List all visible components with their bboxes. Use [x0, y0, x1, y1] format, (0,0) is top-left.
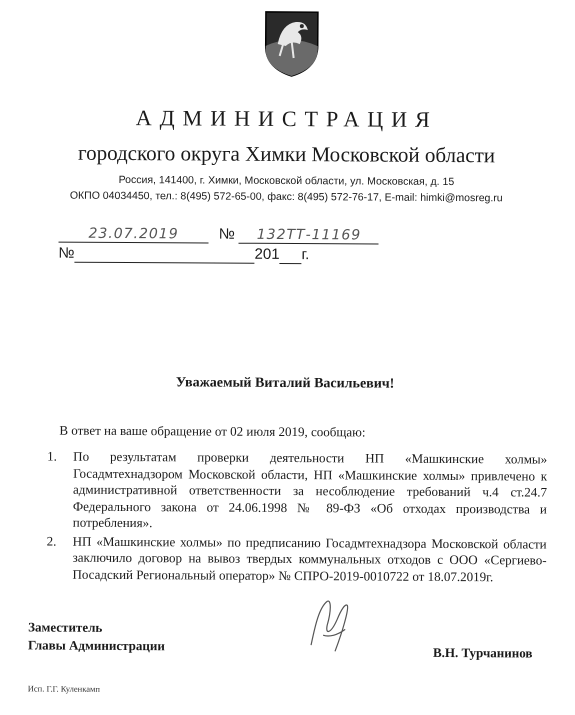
list-item-number: 2.	[46, 533, 57, 549]
executor-note: Исп. Г.Г. Куленкамп	[27, 683, 100, 694]
handwritten-signature	[301, 595, 361, 655]
registration-row	[59, 225, 380, 245]
number-sign: №	[218, 225, 235, 243]
reference-year-suffix: г.	[301, 246, 310, 264]
reference-number-sign: №	[58, 244, 75, 262]
response-list	[46, 449, 547, 588]
intro-paragraph: В ответ на ваше обращение от 02 июля 2019, сообщаю:	[59, 422, 366, 440]
reference-row	[58, 245, 309, 265]
signer-position-line2: Главы Администрации	[28, 637, 165, 654]
list-item	[46, 533, 546, 586]
reference-year: 201	[254, 245, 280, 263]
list-item	[47, 449, 547, 535]
signer-name: В.Н. Турчанинов	[432, 644, 533, 661]
signer-position	[28, 618, 165, 655]
registration-number: 132ТТ-11169	[239, 227, 379, 245]
list-item-text: По результатам проверки деятельности НП «Машкинские холмы» Госадмтехнадзором Московской области, НП «Машкинские холмы» привлечено к административной ответственности за несоблюдение требований ч.4 ст.24.7 Федерального закона от 24.06.1998 № 89-ФЗ «Об отходах производства и потребления».	[72, 448, 548, 531]
organization-title: АДМИНИСТРАЦИЯ	[135, 105, 438, 132]
list-item-number: 1.	[47, 448, 58, 464]
himki-coat-of-arms-icon	[262, 6, 322, 78]
list-item-text: НП «Машкинские холмы» по предписанию Госадмтехнадзора Московской области заключило договор на вывоз твердых коммунальных отходов с ООО «Сергиево-Посадский Региональный оператор» № СПРО-2019-0010722 от 18.07.2019г.	[72, 533, 547, 584]
organization-subtitle: городского округа Химки Московской области	[77, 140, 496, 168]
signer-position-line1: Заместитель	[28, 619, 103, 635]
contacts-line: ОКПО 04034450, тел.: 8(495) 572-65-00, факс: 8(495) 572-76-17, E-mail: himki@mosreg.ru	[69, 189, 503, 205]
registration-date: 23.07.2019	[59, 226, 209, 244]
address-line: Россия, 141400, г. Химки, Московской области, ул. Московская, д. 15	[118, 173, 455, 189]
greeting: Уважаемый Виталий Васильевич!	[175, 375, 395, 392]
